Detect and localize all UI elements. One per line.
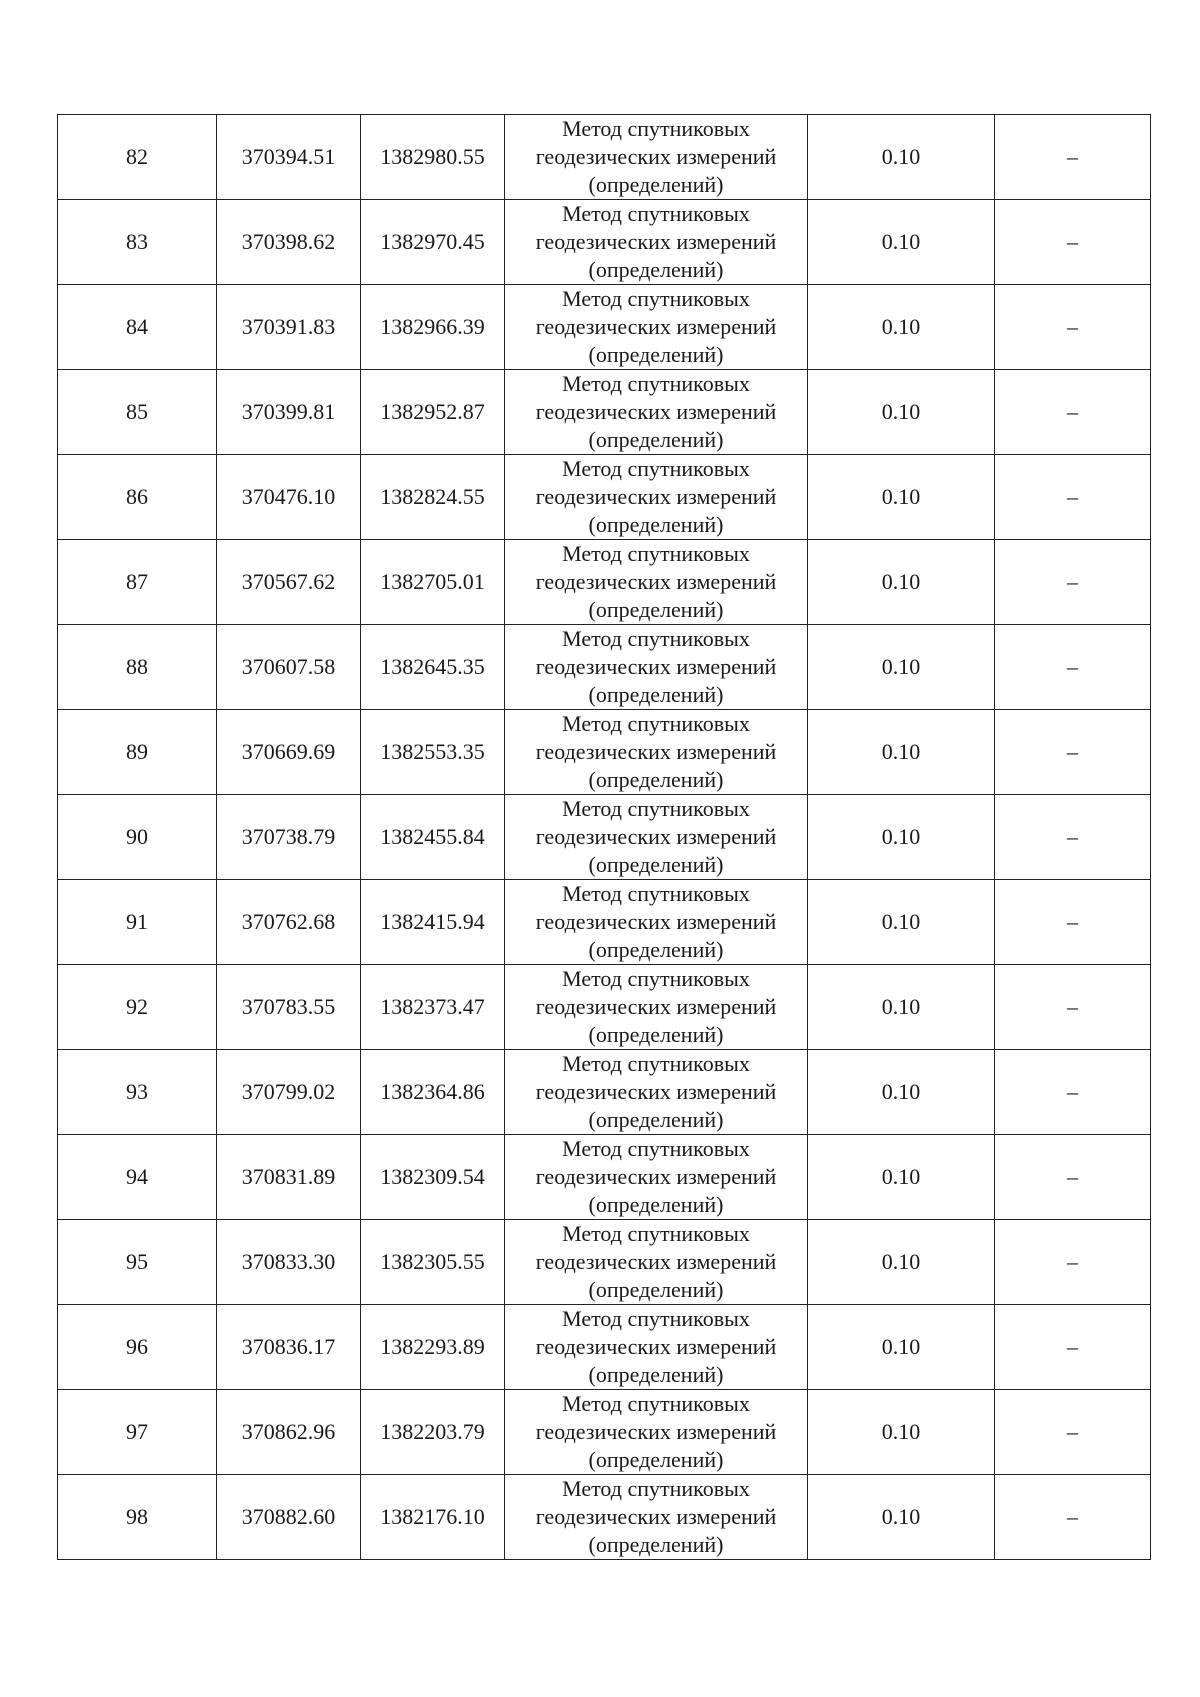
- method-text-line: Метод спутниковых: [562, 881, 750, 906]
- note-cell: –: [995, 370, 1151, 455]
- method-text-line: (определений): [588, 937, 724, 962]
- note-cell: –: [995, 455, 1151, 540]
- x-coordinate-cell: 370831.89: [217, 1135, 361, 1220]
- point-number-cell: 94: [58, 1135, 217, 1220]
- table-row: [58, 1305, 1151, 1390]
- method-cell: [505, 1050, 808, 1135]
- table-row: [58, 1390, 1151, 1475]
- method-text-line: геодезических измерений: [535, 144, 777, 169]
- table-row: [58, 710, 1151, 795]
- method-cell: [505, 965, 808, 1050]
- note-cell: –: [995, 965, 1151, 1050]
- method-text-line: геодезических измерений: [535, 909, 777, 934]
- table-row: [58, 1475, 1151, 1560]
- table-row: [58, 115, 1151, 200]
- table-row: [58, 880, 1151, 965]
- y-coordinate-cell: 1382824.55: [361, 455, 505, 540]
- x-coordinate-cell: 370567.62: [217, 540, 361, 625]
- note-cell: –: [995, 540, 1151, 625]
- y-coordinate-cell: 1382980.55: [361, 115, 505, 200]
- note-cell: –: [995, 285, 1151, 370]
- y-coordinate-cell: 1382553.35: [361, 710, 505, 795]
- point-number-cell: 90: [58, 795, 217, 880]
- method-cell: [505, 710, 808, 795]
- accuracy-cell: 0.10: [808, 115, 995, 200]
- y-coordinate-cell: 1382176.10: [361, 1475, 505, 1560]
- y-coordinate-cell: 1382364.86: [361, 1050, 505, 1135]
- y-coordinate-cell: 1382415.94: [361, 880, 505, 965]
- accuracy-cell: 0.10: [808, 1135, 995, 1220]
- point-number-cell: 95: [58, 1220, 217, 1305]
- table-row: [58, 1135, 1151, 1220]
- method-text-line: Метод спутниковых: [562, 1306, 750, 1331]
- point-number-cell: 83: [58, 200, 217, 285]
- method-cell: [505, 625, 808, 710]
- method-text-line: Метод спутниковых: [562, 1391, 750, 1416]
- y-coordinate-cell: 1382645.35: [361, 625, 505, 710]
- note-cell: –: [995, 625, 1151, 710]
- method-cell: [505, 115, 808, 200]
- x-coordinate-cell: 370399.81: [217, 370, 361, 455]
- accuracy-cell: 0.10: [808, 625, 995, 710]
- x-coordinate-cell: 370799.02: [217, 1050, 361, 1135]
- table-row: [58, 1050, 1151, 1135]
- note-cell: –: [995, 1135, 1151, 1220]
- method-text-line: геодезических измерений: [535, 824, 777, 849]
- x-coordinate-cell: 370833.30: [217, 1220, 361, 1305]
- accuracy-cell: 0.10: [808, 540, 995, 625]
- y-coordinate-cell: 1382203.79: [361, 1390, 505, 1475]
- note-cell: –: [995, 115, 1151, 200]
- point-number-cell: 85: [58, 370, 217, 455]
- y-coordinate-cell: 1382373.47: [361, 965, 505, 1050]
- y-coordinate-cell: 1382952.87: [361, 370, 505, 455]
- coordinates-table: [57, 114, 1151, 1560]
- method-text-line: геодезических измерений: [535, 1334, 777, 1359]
- method-text-line: геодезических измерений: [535, 484, 777, 509]
- method-text-line: (определений): [588, 852, 724, 877]
- note-cell: –: [995, 1475, 1151, 1560]
- method-text-line: Метод спутниковых: [562, 1051, 750, 1076]
- x-coordinate-cell: 370762.68: [217, 880, 361, 965]
- note-cell: –: [995, 1305, 1151, 1390]
- x-coordinate-cell: 370607.58: [217, 625, 361, 710]
- method-text-line: геодезических измерений: [535, 569, 777, 594]
- accuracy-cell: 0.10: [808, 370, 995, 455]
- y-coordinate-cell: 1382705.01: [361, 540, 505, 625]
- y-coordinate-cell: 1382309.54: [361, 1135, 505, 1220]
- method-text-line: геодезических измерений: [535, 1249, 777, 1274]
- x-coordinate-cell: 370882.60: [217, 1475, 361, 1560]
- table-row: [58, 540, 1151, 625]
- method-text-line: геодезических измерений: [535, 739, 777, 764]
- point-number-cell: 96: [58, 1305, 217, 1390]
- x-coordinate-cell: 370669.69: [217, 710, 361, 795]
- method-text-line: (определений): [588, 172, 724, 197]
- table-row: [58, 455, 1151, 540]
- method-cell: [505, 1135, 808, 1220]
- method-cell: [505, 285, 808, 370]
- method-cell: [505, 1390, 808, 1475]
- accuracy-cell: 0.10: [808, 1220, 995, 1305]
- method-text-line: Метод спутниковых: [562, 711, 750, 736]
- x-coordinate-cell: 370783.55: [217, 965, 361, 1050]
- y-coordinate-cell: 1382455.84: [361, 795, 505, 880]
- method-text-line: геодезических измерений: [535, 1164, 777, 1189]
- method-text-line: (определений): [588, 1532, 724, 1557]
- x-coordinate-cell: 370394.51: [217, 115, 361, 200]
- method-text-line: (определений): [588, 427, 724, 452]
- method-text-line: геодезических измерений: [535, 654, 777, 679]
- point-number-cell: 92: [58, 965, 217, 1050]
- accuracy-cell: 0.10: [808, 1050, 995, 1135]
- y-coordinate-cell: 1382293.89: [361, 1305, 505, 1390]
- method-text-line: геодезических измерений: [535, 1079, 777, 1104]
- method-text-line: Метод спутниковых: [562, 1136, 750, 1161]
- note-cell: –: [995, 200, 1151, 285]
- method-cell: [505, 1475, 808, 1560]
- method-text-line: (определений): [588, 512, 724, 537]
- point-number-cell: 82: [58, 115, 217, 200]
- x-coordinate-cell: 370391.83: [217, 285, 361, 370]
- point-number-cell: 84: [58, 285, 217, 370]
- y-coordinate-cell: 1382970.45: [361, 200, 505, 285]
- method-text-line: Метод спутниковых: [562, 1221, 750, 1246]
- x-coordinate-cell: 370476.10: [217, 455, 361, 540]
- accuracy-cell: 0.10: [808, 880, 995, 965]
- point-number-cell: 89: [58, 710, 217, 795]
- table-row: [58, 285, 1151, 370]
- method-text-line: (определений): [588, 1447, 724, 1472]
- point-number-cell: 97: [58, 1390, 217, 1475]
- note-cell: –: [995, 1390, 1151, 1475]
- method-text-line: Метод спутниковых: [562, 966, 750, 991]
- method-text-line: Метод спутниковых: [562, 626, 750, 651]
- method-text-line: (определений): [588, 342, 724, 367]
- y-coordinate-cell: 1382966.39: [361, 285, 505, 370]
- method-text-line: (определений): [588, 682, 724, 707]
- method-text-line: (определений): [588, 1022, 724, 1047]
- table-row: [58, 1220, 1151, 1305]
- point-number-cell: 98: [58, 1475, 217, 1560]
- method-text-line: Метод спутниковых: [562, 371, 750, 396]
- method-text-line: геодезических измерений: [535, 1504, 777, 1529]
- table-row: [58, 370, 1151, 455]
- table-row: [58, 200, 1151, 285]
- method-text-line: Метод спутниковых: [562, 796, 750, 821]
- method-text-line: геодезических измерений: [535, 314, 777, 339]
- y-coordinate-cell: 1382305.55: [361, 1220, 505, 1305]
- method-text-line: Метод спутниковых: [562, 116, 750, 141]
- note-cell: –: [995, 795, 1151, 880]
- method-text-line: геодезических измерений: [535, 1419, 777, 1444]
- accuracy-cell: 0.10: [808, 1305, 995, 1390]
- note-cell: –: [995, 1220, 1151, 1305]
- method-cell: [505, 370, 808, 455]
- point-number-cell: 91: [58, 880, 217, 965]
- x-coordinate-cell: 370836.17: [217, 1305, 361, 1390]
- accuracy-cell: 0.10: [808, 710, 995, 795]
- method-text-line: (определений): [588, 597, 724, 622]
- note-cell: –: [995, 880, 1151, 965]
- accuracy-cell: 0.10: [808, 795, 995, 880]
- method-cell: [505, 540, 808, 625]
- method-cell: [505, 455, 808, 540]
- method-text-line: (определений): [588, 1107, 724, 1132]
- method-text-line: Метод спутниковых: [562, 541, 750, 566]
- note-cell: –: [995, 1050, 1151, 1135]
- method-text-line: (определений): [588, 767, 724, 792]
- table-row: [58, 795, 1151, 880]
- method-text-line: (определений): [588, 1192, 724, 1217]
- method-text-line: (определений): [588, 257, 724, 282]
- accuracy-cell: 0.10: [808, 1475, 995, 1560]
- point-number-cell: 86: [58, 455, 217, 540]
- table-row: [58, 625, 1151, 710]
- accuracy-cell: 0.10: [808, 965, 995, 1050]
- method-text-line: геодезических измерений: [535, 229, 777, 254]
- x-coordinate-cell: 370398.62: [217, 200, 361, 285]
- method-text-line: (определений): [588, 1277, 724, 1302]
- method-cell: [505, 795, 808, 880]
- method-text-line: Метод спутниковых: [562, 456, 750, 481]
- x-coordinate-cell: 370738.79: [217, 795, 361, 880]
- accuracy-cell: 0.10: [808, 200, 995, 285]
- method-text-line: Метод спутниковых: [562, 201, 750, 226]
- table-row: [58, 965, 1151, 1050]
- point-number-cell: 93: [58, 1050, 217, 1135]
- method-cell: [505, 1305, 808, 1390]
- accuracy-cell: 0.10: [808, 285, 995, 370]
- point-number-cell: 87: [58, 540, 217, 625]
- method-text-line: Метод спутниковых: [562, 286, 750, 311]
- method-cell: [505, 200, 808, 285]
- method-text-line: Метод спутниковых: [562, 1476, 750, 1501]
- accuracy-cell: 0.10: [808, 455, 995, 540]
- method-cell: [505, 1220, 808, 1305]
- accuracy-cell: 0.10: [808, 1390, 995, 1475]
- note-cell: –: [995, 710, 1151, 795]
- method-text-line: (определений): [588, 1362, 724, 1387]
- coordinates-table-body: [58, 115, 1151, 1560]
- point-number-cell: 88: [58, 625, 217, 710]
- method-text-line: геодезических измерений: [535, 399, 777, 424]
- method-cell: [505, 880, 808, 965]
- x-coordinate-cell: 370862.96: [217, 1390, 361, 1475]
- method-text-line: геодезических измерений: [535, 994, 777, 1019]
